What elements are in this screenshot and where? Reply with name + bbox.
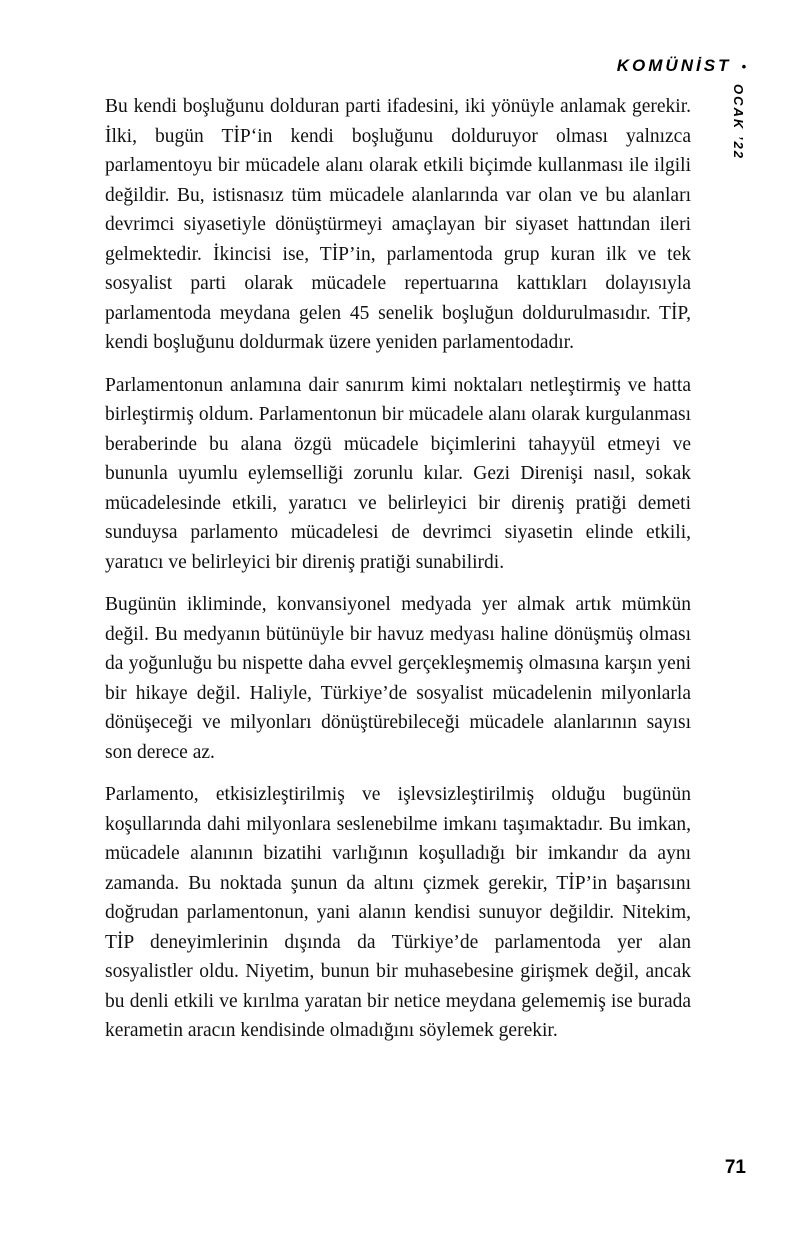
issue-label: OCAK ’22 (731, 84, 746, 160)
paragraph: Bugünün ikliminde, konvansiyonel medyada yer almak artık mümkün değil. Bu medyanın bütünüyle bir havuz medyası haline dönüşmüş olması da yoğunluğu bu nispette daha evvel gerçekleşmemiş olmasına karşın yeni bir hikaye değil. Haliyle, Türkiye’de sosyalist mücadelenin milyonlarla dönüşeceği ve milyonları dönüştürebileceği mücadele alanlarının sayısı son derece az. (105, 594, 691, 763)
paragraph: Parlamentonun anlamına dair sanırım kimi noktaları netleştirmiş ve hatta birleştirmiş oldum. Parlamentonun bir mücadele alanı olarak kurgulanması beraberinde bu alana özgü mücadele biçimlerini tahayyül etmeyi ve bununla uyumlu eylemselliği zorunlu kılar. Gezi Direnişi nasıl, sokak mücadelesinde etkili, yaratıcı ve belirleyici bir direniş pratiği demeti sunduysa parlamento mücadelesi de devrimci siyasetin elinde etkili, yaratıcı ve belirleyici bir direniş pratiği sunabilirdi. (105, 374, 691, 573)
journal-title: KOMÜNİST (616, 56, 732, 75)
page-number: 71 (724, 1157, 746, 1178)
article-body (105, 92, 691, 1059)
journal-header (617, 56, 746, 76)
paragraph: Parlamento, etkisizleştirilmiş ve işlevsizleştirilmiş olduğu bugünün koşullarında dahi milyonlara seslenebilme imkanı taşımaktadır. Bu imkan, mücadele alanının bizatihi varlığının koşulladığı bir imkandır da aynı zamanda. Bu noktada şunun da altını çizmek gerekir, TİP’in başarısını doğrudan parlamentonun, yani alanın kendisi sunuyor değildir. Nitekim, TİP deneyimlerinin dışında da Türkiye’de parlamentoda yer alan sosyalistler oldu. Niyetim, bunun bir muhasebesine girişmek değil, ancak bu denli etkili ve kırılma yaratan bir netice meydana gelememiş ise burada kerametin aracın kendisinde olmadığını söylemek gerekir. (105, 784, 691, 1041)
paragraph: Bu kendi boşluğunu dolduran parti ifadesini, iki yönüyle anlamak gerekir. İlki, bugün TİP‘in kendi boşluğunu dolduruyor olması yalnızca parlamentoyu bir mücadele alanı olarak etkili biçimde kullanması ile ilgili değildir. Bu, istisnasız tüm mücadele alanlarında var olan ve bu alanları devrimci siyasetiyle dönüştürmeyi amaçlayan bir siyaset hattından ileri gelmektedir. İkincisi ise, TİP’in, parlamentoda grup kuran ilk ve tek sosyalist parti olarak mücadele repertuarına kattıkları dolayısıyla parlamentoda meydana gelen 45 senelik boşluğun doldurulmasıdır. TİP, kendi boşluğunu doldurmak üzere yeniden parlamentodadır. (105, 96, 691, 353)
header-bullet-icon: • (741, 58, 746, 74)
